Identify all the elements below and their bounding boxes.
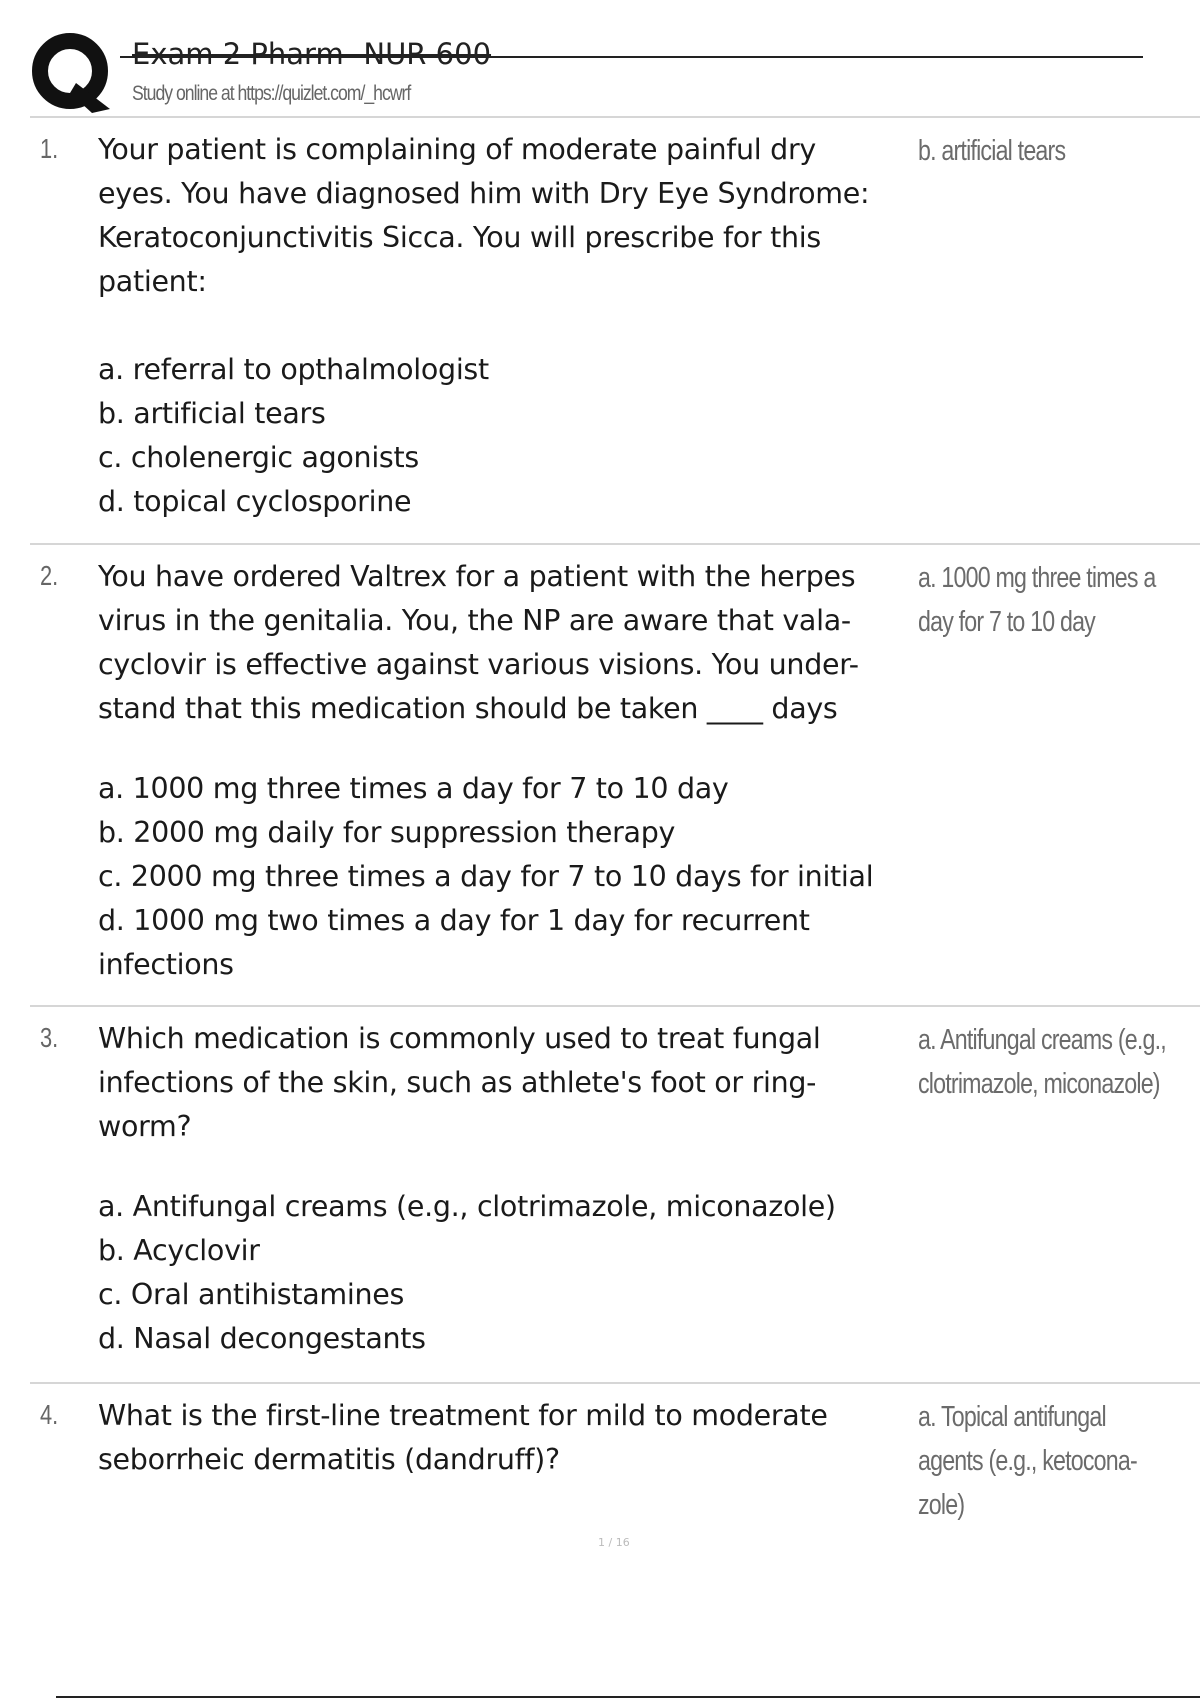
question-line: cyclovir is effective against various visions. You under- [98, 648, 859, 681]
question-line: worm? [98, 1110, 192, 1143]
answer [918, 1018, 1190, 1106]
flashcard-2 [30, 543, 1200, 981]
question-line: What is the first-line treatment for mild to moderate [98, 1399, 828, 1432]
answer-line: a. Topical antifungal [918, 1401, 1106, 1433]
answer-line: b. artificial tears [918, 135, 1066, 167]
question-line: stand that this medication should be taken ____ days [98, 692, 838, 725]
flashcard-3 [30, 1005, 1200, 1355]
card-number: 1. [40, 133, 59, 164]
card-number: 3. [40, 1022, 59, 1053]
question-stem [98, 128, 958, 304]
option-d: d. 1000 mg two times a day for 1 day for recurrent [98, 904, 810, 937]
option-d-continued: infections [98, 948, 234, 981]
quizlet-logo-icon [30, 33, 114, 117]
answer-line: zole) [918, 1489, 965, 1521]
question-line: infections of the skin, such as athlete's foot or ring- [98, 1066, 817, 1099]
question-line: eyes. You have diagnosed him with Dry Eye Syndrome: [98, 177, 870, 210]
option-d: d. topical cyclosporine [98, 485, 412, 518]
question-line: You have ordered Valtrex for a patient with the herpes [98, 560, 856, 593]
question [98, 555, 958, 987]
question-line: Keratoconjunctivitis Sicca. You will prescribe for this [98, 221, 821, 254]
question [98, 1394, 958, 1482]
option-b: b. Acyclovir [98, 1234, 260, 1267]
card-number: 2. [40, 560, 59, 591]
question [98, 1017, 958, 1361]
answer [918, 556, 1190, 644]
question-stem [98, 555, 958, 731]
page-title: Exam 2 Pharm- NUR 600 [132, 37, 492, 71]
question-line: Which medication is commonly used to treat fungal [98, 1022, 821, 1055]
answer-options [98, 348, 958, 524]
answer-options [98, 767, 958, 987]
option-c: c. Oral antihistamines [98, 1278, 404, 1311]
card-number: 4. [40, 1399, 59, 1430]
answer [918, 129, 1190, 173]
question-line: Your patient is complaining of moderate painful dry [98, 133, 816, 166]
question-stem [98, 1394, 958, 1482]
answer [918, 1395, 1190, 1527]
answer-line: a. Antifungal creams (e.g., [918, 1024, 1166, 1056]
option-b: b. 2000 mg daily for suppression therapy [98, 816, 676, 849]
answer-options [98, 1185, 958, 1361]
page-number: 1 / 16 [598, 1536, 630, 1549]
option-c: c. 2000 mg three times a day for 7 to 10 days for initial [98, 860, 874, 893]
option-a: a. referral to opthalmologist [98, 353, 489, 386]
option-c: c. cholenergic agonists [98, 441, 419, 474]
answer-line: agents (e.g., ketocona- [918, 1445, 1137, 1477]
question-stem [98, 1017, 958, 1149]
answer-line: a. 1000 mg three times a [918, 562, 1156, 594]
answer-line: clotrimazole, miconazole) [918, 1068, 1160, 1100]
header-divider [30, 116, 1200, 118]
option-d: d. Nasal decongestants [98, 1322, 426, 1355]
option-a: a. Antifungal creams (e.g., clotrimazole, miconazole) [98, 1190, 836, 1223]
study-online-link[interactable]: Study online at https://quizlet.com/_hcwrf [132, 82, 411, 105]
flashcard-4 [30, 1382, 1200, 1521]
option-a: a. 1000 mg three times a day for 7 to 10 day [98, 772, 729, 805]
question [98, 128, 958, 524]
bottom-divider [56, 1696, 1200, 1698]
question-line: patient: [98, 265, 207, 298]
question-line: seborrheic dermatitis (dandruff)? [98, 1443, 560, 1476]
answer-line: day for 7 to 10 day [918, 606, 1095, 638]
option-b: b. artificial tears [98, 397, 326, 430]
question-line: virus in the genitalia. You, the NP are aware that vala- [98, 604, 851, 637]
